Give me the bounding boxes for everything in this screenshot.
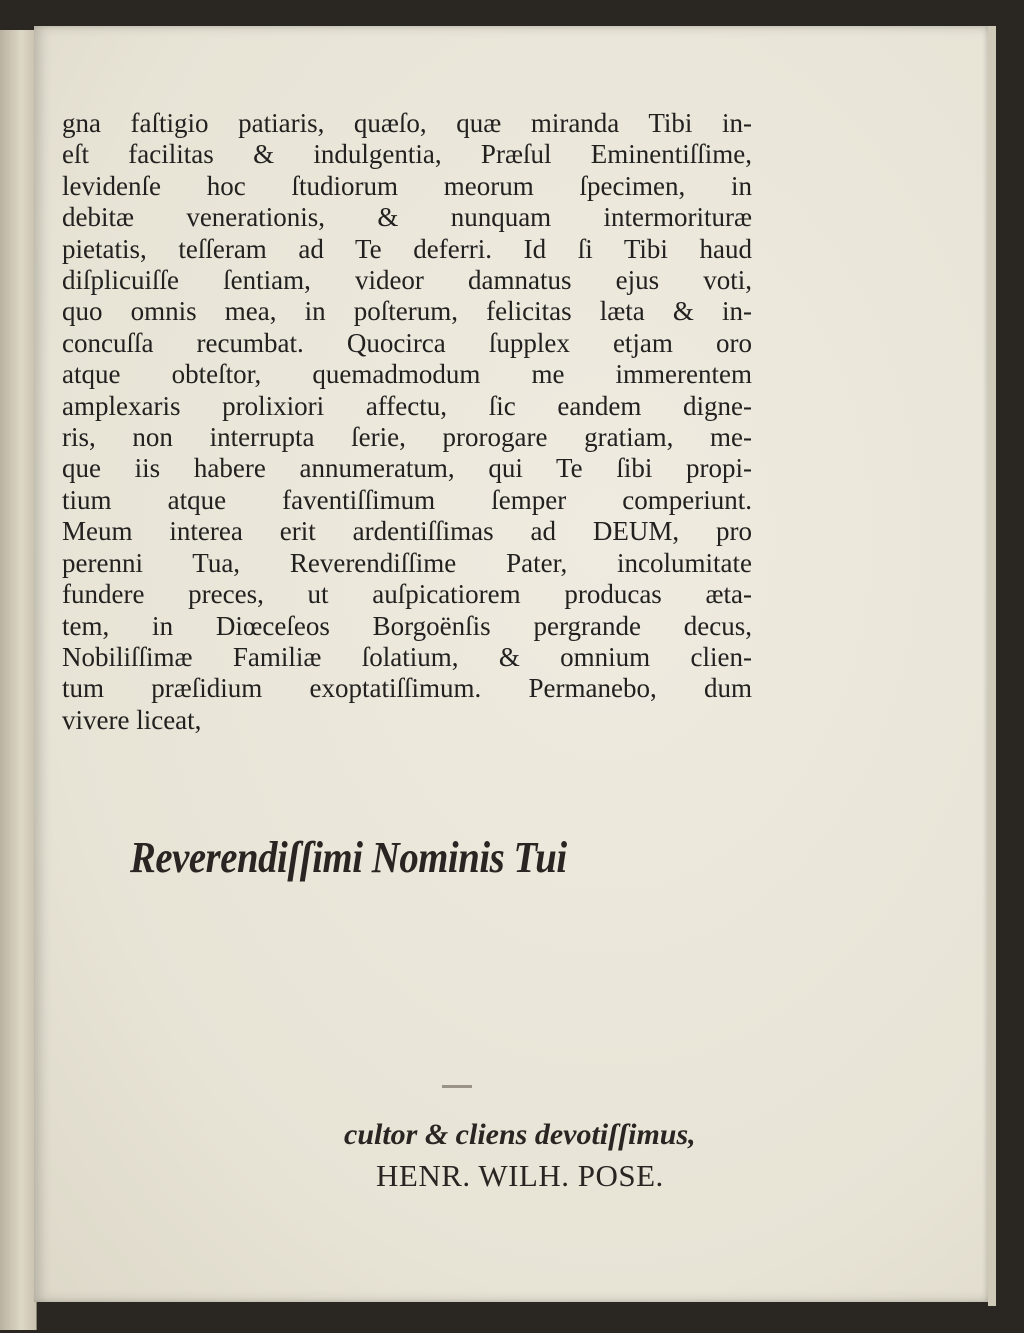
dedication-body <box>62 108 752 736</box>
body-line-12: que iis habere annumeratum, qui Te ſibi propi- <box>62 453 752 484</box>
signature-name: HENR. WILH. POSE. <box>376 1158 664 1193</box>
body-line-11: ris, non interrupta ſerie, prorogare gratiam, me- <box>62 422 752 453</box>
body-line-6: diſplicuiſſe ſentiam, videor damnatus ejus voti, <box>62 265 752 296</box>
body-line-1: gna faſtigio patiaris, quæſo, quæ miranda Tibi in- <box>62 108 752 138</box>
body-line-8: concuſſa recumbat. Quocirca ſupplex etjam oro <box>62 327 752 358</box>
body-line-3: levidenſe hoc ſtudiorum meorum ſpecimen, in <box>62 170 752 201</box>
body-line-10: amplexaris prolixiori affectu, ſic eandem digne- <box>62 390 752 421</box>
body-line-18: Nobiliſſimæ Familiæ ſolatium, & omnium clien- <box>62 641 752 672</box>
body-line-7: quo omnis mea, in poſterum, felicitas læta & in- <box>62 296 752 327</box>
body-line-20: vivere liceat, <box>62 704 202 735</box>
body-line-9: atque obteſtor, quemadmodum me immerentem <box>62 359 752 390</box>
closing-salutation: Reverendiſſimi Nominis Tui <box>130 833 567 882</box>
body-line-16: fundere preces, ut auſpicatiorem producas æta- <box>62 579 752 610</box>
separator-dash <box>442 1085 472 1088</box>
body-line-4: debitæ venerationis, & nunquam intermorituræ <box>62 202 752 233</box>
body-line-19: tum præſidium exoptatiſſimum. Permanebo, dum <box>62 673 752 704</box>
page-right-edge <box>988 26 996 1306</box>
previous-page-edge <box>0 30 37 1330</box>
signature-title: cultor & cliens devotiſſimus, <box>344 1118 696 1151</box>
body-line-5: pietatis, teſſeram ad Te deferri. Id ſi Tibi haud <box>62 233 752 264</box>
body-line-2: eſt facilitas & indulgentia, Præſul Eminentiſſime, <box>62 139 752 170</box>
body-line-17: tem, in Diœceſeos Borgoënſis pergrande decus, <box>62 610 752 641</box>
body-line-15: perenni Tua, Reverendiſſime Pater, incolumitate <box>62 547 752 578</box>
body-line-14: Meum interea erit ardentiſſimas ad DEUM, pro <box>62 516 752 547</box>
body-line-13: tium atque faventiſſimum ſemper comperiunt. <box>62 484 752 515</box>
